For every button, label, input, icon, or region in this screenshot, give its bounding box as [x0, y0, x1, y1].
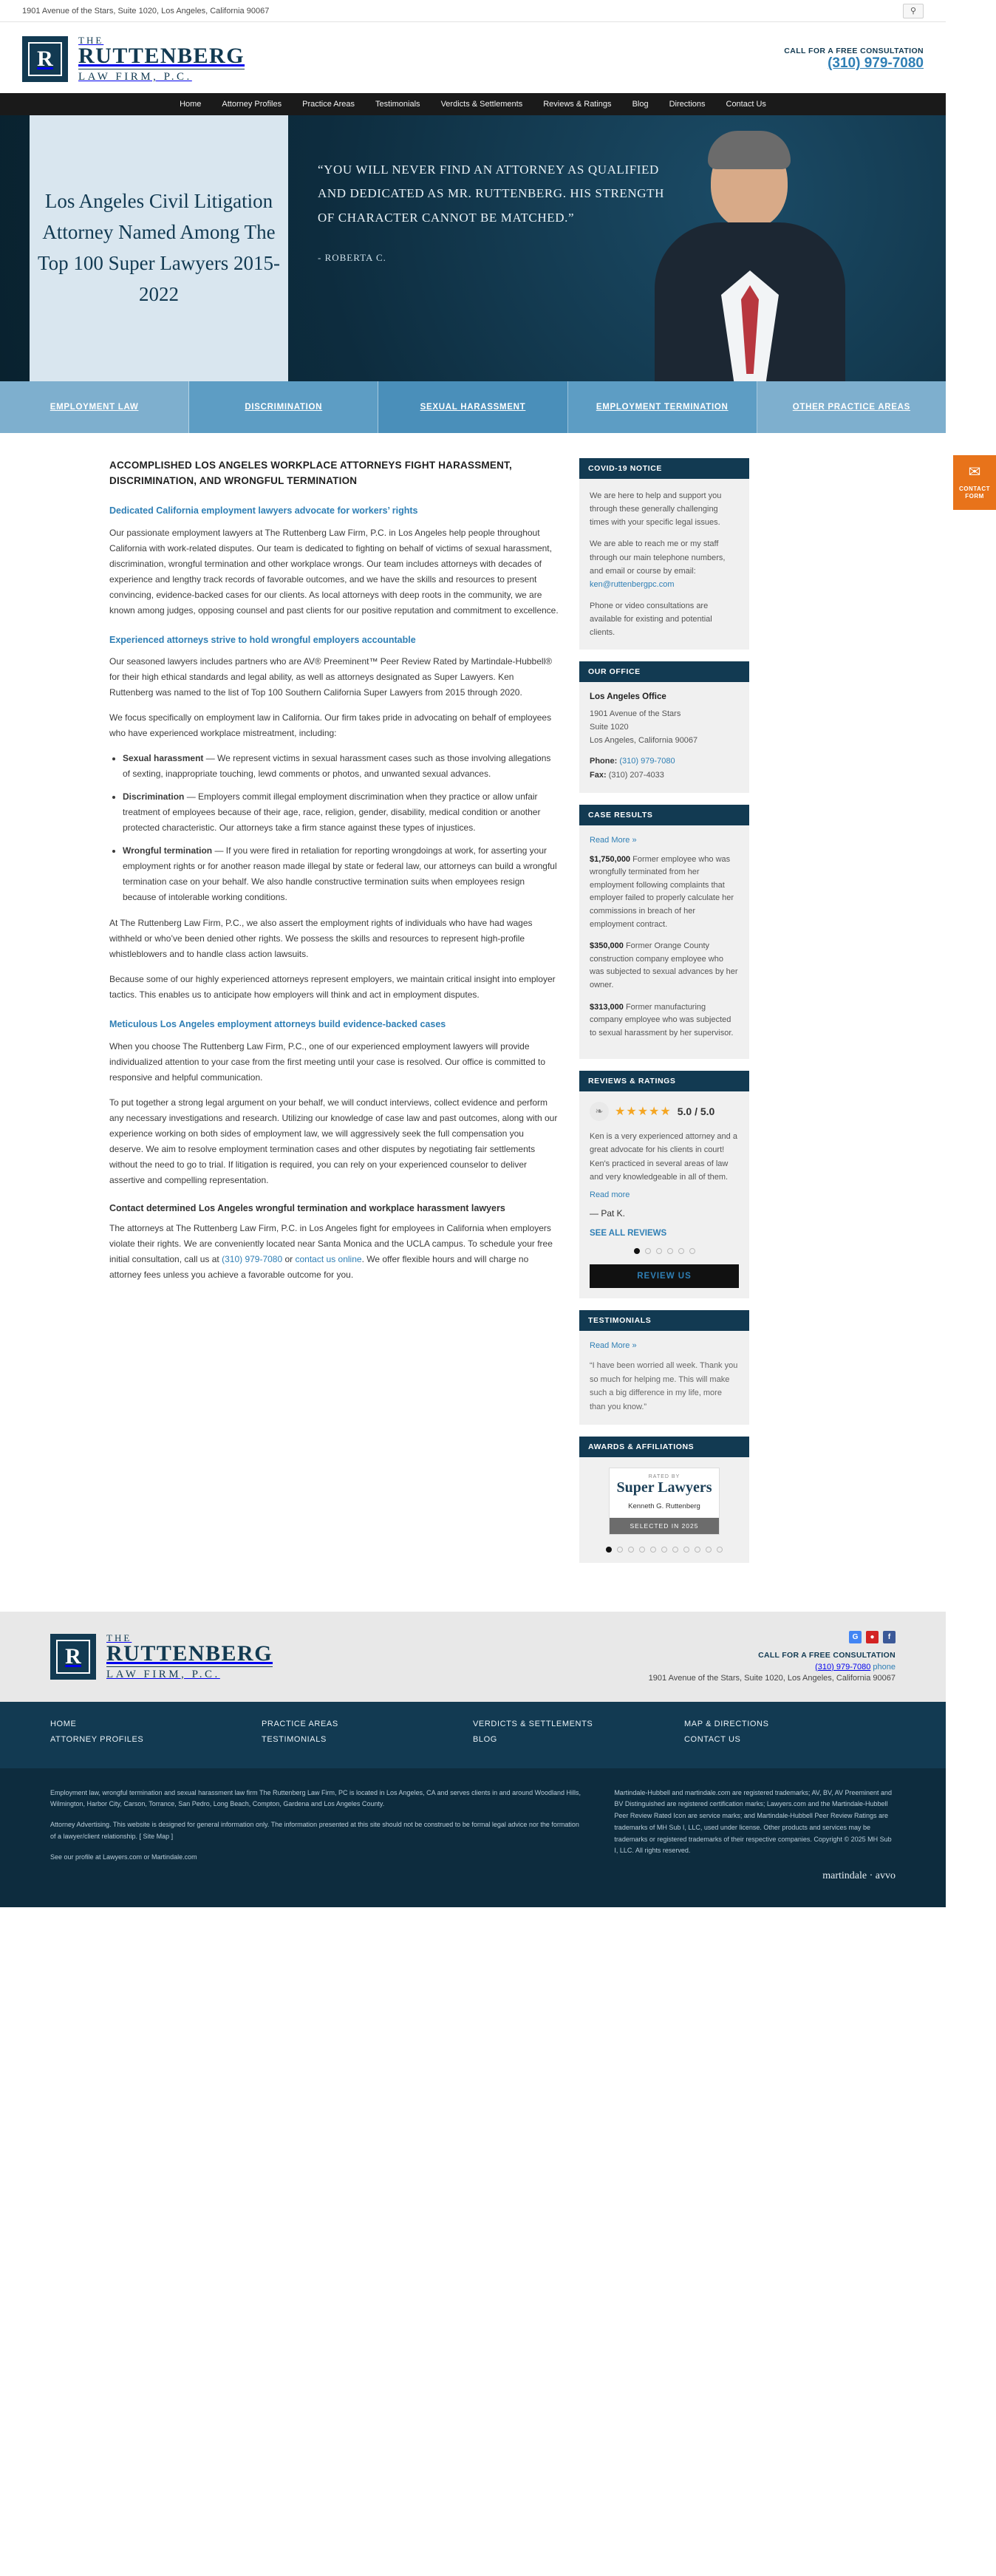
carousel-dot[interactable] [667, 1248, 673, 1254]
footer-link-home[interactable]: HOME [50, 1719, 77, 1728]
footer-link-blog[interactable]: BLOG [473, 1734, 497, 1744]
super-lawyers-badge[interactable] [609, 1468, 720, 1535]
footer-link-map-directions[interactable]: MAP & DIRECTIONS [684, 1719, 769, 1728]
legal-paragraph-3: See our profile at Lawyers.com or Martindale.com [50, 1853, 197, 1861]
main-column [109, 458, 559, 1575]
carousel-dot[interactable] [695, 1547, 700, 1553]
carousel-dot[interactable] [645, 1248, 651, 1254]
widget-title: AWARDS & AFFILIATIONS [579, 1437, 749, 1457]
header-contact [784, 47, 924, 72]
hero-quote-text: “YOU WILL NEVER FIND AN ATTORNEY AS QUALIFIED AND DEDICATED AS MR. RUTTENBERG. HIS STRENGTH OF CHARACTER CANNOT BE MATCHED.” [318, 163, 665, 225]
badge-selected-year: SELECTED IN 2025 [610, 1518, 719, 1534]
google-icon[interactable]: G [849, 1631, 862, 1643]
martindale-avvo-logo: martindale · avvo [822, 1870, 896, 1882]
legal-paragraph-1: Employment law, wrongful termination and sexual harassment law firm The Ruttenberg Law Firm, PC is located in Los Angeles, CA and serves clients in and around Woodland Hills, Wilmington, Harbor City, Carson, Torrance, San Pedro, Long Beach, Compton, Gardena and Los Angeles County. [50, 1788, 581, 1808]
hero-quote-attribution: - ROBERTA C. [318, 251, 386, 263]
bullet-text-2: — Employers commit illegal employment discrimination when they practice or allow unfair treatment of employees because of their age, race, religion, gender, disability, medical condition or another protected characteristic. Our attorneys take a firm stance against these types of injustices. [123, 791, 541, 834]
see-all-reviews-link[interactable]: SEE ALL REVIEWS [590, 1228, 667, 1238]
avvo-icon: ❧ [590, 1102, 609, 1121]
paragraph-8-part-c: . We offer flexible hours and will charge no attorney fees unless you achieve a favorable outcome for you. [109, 1254, 529, 1281]
footer-phone-suffix: phone [870, 1662, 896, 1672]
carousel-dot[interactable] [678, 1248, 684, 1254]
attorney-photo [643, 126, 857, 381]
logo-mark-icon [50, 1634, 96, 1680]
reviews-carousel-dots [590, 1248, 739, 1254]
case-amount-3: $313,000 [590, 1002, 624, 1012]
carousel-dot[interactable] [650, 1547, 656, 1553]
hero-banner [0, 115, 946, 381]
contact-form-tab-label: CONTACT FORM [958, 485, 990, 500]
logo-line-1: THE [78, 35, 104, 46]
case-result-item [590, 940, 739, 992]
widget-body [579, 1457, 749, 1563]
paragraph-6: When you choose The Ruttenberg Law Firm, P.C., one of our experienced employment lawyers will provide individualized attention to your case from the first meeting until your case is resolved. Our office is committed to responsive and helpful communication. [109, 1041, 546, 1083]
list-item [123, 789, 559, 836]
footer-address: 1901 Avenue of the Stars, Suite 1020, Los Angeles, California 90067 [648, 1673, 896, 1683]
carousel-dot[interactable] [672, 1547, 678, 1553]
footer-logo[interactable] [50, 1633, 649, 1680]
legal-paragraph-2: Attorney Advertising. This website is designed for general information only. The information presented at this site should not be construed to be formal legal advice nor the formation of a lawyer/client relationship. [ Site Map ] [50, 1821, 579, 1840]
paragraph-7: To put together a strong legal argument on your behalf, we will conduct interviews, collect evidence and perform any necessary investigations and research. Utilizing our knowledge of case law and past outcomes, along with our experience working on both sides of employment law, we will aggressively seek the full compensation you deserve. We aim to resolve employment termination cases and other disputes by negotiating fair settlements without the need to go to trial. If litigation is required, you can rely on your experienced counselor to deliver assertive and compelling representation. [109, 1097, 558, 1186]
footer-link-attorney-profiles[interactable]: ATTORNEY PROFILES [50, 1734, 144, 1744]
paragraph-4: At The Ruttenberg Law Firm, P.C., we also assert the employment rights of individuals who have had wages withheld or who’ve been denied other rights. We possess the skills and resources to represent high-profile whistleblowers and to handle class action lawsuits. [109, 918, 533, 960]
nav-item-testimonials[interactable]: Testimonials [375, 100, 420, 109]
practice-areas-bar [0, 381, 946, 433]
widget-title: OUR OFFICE [579, 661, 749, 682]
practice-area-sexual-harassment[interactable]: SEXUAL HARASSMENT [378, 381, 567, 433]
widget-title: TESTIMONIALS [579, 1310, 749, 1331]
footer-link-verdicts-settlements[interactable]: VERDICTS & SETTLEMENTS [473, 1719, 593, 1728]
photo-hair [708, 131, 791, 169]
nav-item-home[interactable]: Home [180, 100, 202, 109]
legal-left-column [50, 1788, 584, 1883]
widget-title: COVID-19 NOTICE [579, 458, 749, 479]
list-item [123, 751, 559, 782]
practice-area-other[interactable]: OTHER PRACTICE AREAS [757, 381, 946, 433]
footer-logo-line-2: RUTTENBERG [106, 1640, 273, 1666]
section-heading-1: Dedicated California employment lawyers advocate for workers’ rights [109, 505, 418, 516]
masthead [0, 22, 946, 93]
covid-p2 [590, 537, 739, 591]
paragraph-8-part-b: or [282, 1254, 296, 1265]
star-rating: ★★★★★ [615, 1105, 672, 1119]
footer-link-contact-us[interactable]: CONTACT US [684, 1734, 741, 1744]
footer-nav-column-2 [262, 1720, 473, 1751]
practice-area-employment-law[interactable]: EMPLOYMENT LAW [0, 381, 189, 433]
footer-phone-link[interactable]: (310) 979-7080 [815, 1662, 871, 1672]
bullet-term-3: Wrongful termination [123, 845, 213, 856]
nav-item-verdicts-settlements[interactable]: Verdicts & Settlements [440, 100, 523, 109]
carousel-dot[interactable] [683, 1547, 689, 1553]
case-text-1: Former employee who was wrongfully terminated from her employment following complaints that employer failed to properly calculate her commissions in breach of her employment contract. [590, 854, 734, 929]
logo-mark-letter: R [28, 42, 62, 76]
bullet-text-3: — If you were fired in retaliation for reporting wrongdoings at work, for asserting your employment rights or for another reason made illegal by state or federal law, our attorneys can build a wrongful termination case on your behalf. We also handle constructive termination suits when employees resign because of intolerable working conditions. [123, 845, 557, 903]
carousel-dot[interactable] [628, 1547, 634, 1553]
carousel-dot[interactable] [634, 1248, 640, 1254]
logo-wordmark [78, 35, 245, 83]
utility-bar [0, 0, 946, 22]
widget-body [579, 682, 749, 792]
widget-reviews-ratings [579, 1071, 749, 1298]
carousel-dot[interactable] [706, 1547, 712, 1553]
covid-email-link[interactable]: ken@ruttenbergpc.com [590, 579, 675, 589]
inline-phone-link[interactable]: (310) 979-7080 [222, 1254, 283, 1265]
footer-nav-column-3 [473, 1720, 684, 1751]
office-address-3: Los Angeles, California 90067 [590, 735, 698, 745]
footer-nav [0, 1702, 946, 1768]
paragraph-5: Because some of our highly experienced attorneys represent employers, we maintain critical insight into employer tactics. This enables us to anticipate how employers will think and act in employment disputes. [109, 974, 556, 1001]
bullet-term-2: Discrimination [123, 791, 185, 803]
legal-trademark-notice: Martindale-Hubbell and martindale.com are registered trademarks; AV, BV, AV Preeminent and BV Distinguished are registered certification marks; Lawyers.com and the Martindale-Hubbell Peer Review Rated Icon are service marks; and Martindale-Hubbell Peer Review Ratings are trademarks of MH Sub I, LLC, used under license. Other products and services may be trademarks or registered trademarks of their respective companies. Copyright © 2025 MH Sub I, LLC. All rights reserved. [614, 1788, 893, 1855]
testimonials-read-more[interactable]: Read More » [590, 1340, 637, 1350]
widget-our-office [579, 661, 749, 792]
hero-headline-panel [30, 115, 288, 381]
carousel-dot[interactable] [717, 1547, 723, 1553]
widget-testimonials [579, 1310, 749, 1425]
nav-item-practice-areas[interactable]: Practice Areas [302, 100, 355, 109]
widget-awards-affiliations [579, 1437, 749, 1563]
review-us-button[interactable]: REVIEW US [590, 1264, 739, 1288]
case-text-2: Former Orange County construction company employee who was subjected to sexual advances by her owner. [590, 941, 738, 989]
covid-p2-text: We are able to reach me or my staff through our main telephone numbers, and email or course by email: [590, 539, 726, 576]
widget-body [579, 479, 749, 650]
sidebar [579, 458, 749, 1575]
facebook-icon[interactable]: f [883, 1631, 896, 1643]
hero-quote-block [318, 158, 672, 268]
nav-item-directions[interactable]: Directions [669, 100, 706, 109]
site-logo[interactable] [22, 35, 784, 83]
search-icon[interactable]: ⚲ [903, 4, 924, 18]
practice-area-employment-termination[interactable]: EMPLOYMENT TERMINATION [568, 381, 757, 433]
top-address: 1901 Avenue of the Stars, Suite 1020, Los Angeles, California 90067 [22, 6, 270, 16]
footer-top [0, 1612, 946, 1702]
footer-contact [649, 1631, 896, 1683]
footer-nav-column-1 [50, 1720, 262, 1751]
case-amount-2: $350,000 [590, 941, 624, 951]
rating-score: 5.0 / 5.0 [677, 1105, 715, 1118]
paragraph-8-part-a: The attorneys at The Ruttenberg Law Firm, P.C. in Los Angeles fight for employees in California when employers violate their rights. We are conveniently located near Santa Monica and the UCLA campus. To schedule your free initial consultation, call us at [109, 1223, 553, 1265]
office-address-2: Suite 1020 [590, 723, 629, 732]
covid-p1: We are here to help and support you through these generally challenging times with your specific legal issues. [590, 491, 722, 528]
footer-call-label: CALL FOR A FREE CONSULTATION [758, 1650, 896, 1660]
content-area [0, 433, 990, 1612]
office-fax-label: Fax: [590, 770, 607, 780]
header-phone-link[interactable]: (310) 979-7080 [828, 55, 924, 71]
footer-phone-row [649, 1663, 896, 1672]
carousel-dot[interactable] [689, 1248, 695, 1254]
bullet-term-1: Sexual harassment [123, 753, 204, 764]
footer-logo-line-1: THE [106, 1632, 132, 1643]
social-links [649, 1631, 896, 1643]
widget-covid-notice [579, 458, 749, 650]
case-text-3: Former manufacturing company employee who was subjected to sexual harassment by her supervisor. [590, 1002, 734, 1037]
case-amount-1: $1,750,000 [590, 854, 631, 864]
nav-item-blog[interactable]: Blog [632, 100, 649, 109]
review-author: — Pat K. [590, 1207, 626, 1219]
office-fax-value: (310) 207-4033 [608, 770, 664, 780]
widget-title: CASE RESULTS [579, 805, 749, 825]
nav-item-reviews-ratings[interactable]: Reviews & Ratings [543, 100, 612, 109]
list-item [123, 843, 559, 905]
office-phone-label: Phone: [590, 757, 618, 766]
practice-area-discrimination[interactable]: DISCRIMINATION [189, 381, 378, 433]
rating-row [590, 1102, 739, 1121]
footer-legal [0, 1768, 946, 1908]
carousel-dot[interactable] [639, 1547, 645, 1553]
review-text: Ken is a very experienced attorney and a great advocate for his clients in court! Ken's practiced in several areas of law and very knowledgeable in all of them. [590, 1132, 737, 1182]
paragraph-1: Our passionate employment lawyers at The Ruttenberg Law Firm, P.C. in Los Angeles help people throughout California with work-related disputes. Our team is dedicated to fighting on behalf of victims of sexual harassment, discrimination, wrongful termination and other workplace wrongs. Our team includes attorneys with decades of experience and lengthy track records of favorable outcomes, and we have the skills and resources to present convincing, evidence-backed cases for our clients. As local attorneys with deep roots in the community, we are known among judges, opposing counsel and past clients for our positive reputation and commitment to excellence. [109, 527, 559, 616]
office-phone-link[interactable]: (310) 979-7080 [619, 757, 675, 766]
testimonial-quote: “I have been worried all week. Thank you so much for helping me. This will make such a big difference in my life, more than you know.” [590, 1360, 738, 1411]
envelope-icon: ✉ [968, 464, 981, 480]
footer-link-testimonials[interactable]: TESTIMONIALS [262, 1734, 327, 1744]
badge-attorney-name: Kenneth G. Ruttenberg [628, 1502, 700, 1510]
widget-body [579, 1331, 749, 1425]
logo-line-3: LAW FIRM, P.C. [78, 69, 245, 83]
logo-mark-icon [22, 36, 68, 82]
badge-title: Super Lawyers [616, 1479, 712, 1496]
carousel-dot[interactable] [617, 1547, 623, 1553]
footer-logo-line-3: LAW FIRM, P.C. [106, 1666, 273, 1680]
office-contact [590, 754, 739, 782]
nav-item-contact-us[interactable]: Contact Us [726, 100, 766, 109]
review-read-more[interactable]: Read more [590, 1190, 630, 1199]
case-result-item [590, 853, 739, 932]
contact-us-online-link[interactable]: contact us online [295, 1254, 362, 1265]
case-results-read-more[interactable]: Read More » [590, 835, 637, 845]
carousel-dot[interactable] [656, 1248, 662, 1254]
footer-link-practice-areas[interactable]: PRACTICE AREAS [262, 1719, 338, 1728]
paragraph-3: We focus specifically on employment law in California. Our firm takes pride in advocating on behalf of employees who have experienced workplace mistreatment, including: [109, 712, 552, 739]
covid-p3: Phone or video consultations are available for existing and potential clients. [590, 601, 712, 638]
practice-bullet-list [109, 751, 559, 905]
nav-item-attorney-profiles[interactable]: Attorney Profiles [222, 100, 282, 109]
carousel-dot[interactable] [606, 1547, 612, 1553]
logo-mark-letter: R [56, 1640, 90, 1674]
page-title: ACCOMPLISHED LOS ANGELES WORKPLACE ATTORNEYS FIGHT HARASSMENT, DISCRIMINATION, AND WRONGFUL TERMINATION [109, 460, 512, 486]
office-name: Los Angeles Office [590, 692, 666, 702]
widget-case-results [579, 805, 749, 1060]
widget-body [579, 825, 749, 1060]
header-call-label: CALL FOR A FREE CONSULTATION [784, 47, 924, 55]
footer-nav-column-4 [684, 1720, 896, 1751]
section-heading-3: Meticulous Los Angeles employment attorneys build evidence-backed cases [109, 1019, 446, 1030]
yelp-icon[interactable]: ● [866, 1631, 879, 1643]
section-heading-2: Experienced attorneys strive to hold wrongful employers accountable [109, 634, 416, 645]
hero-headline: Los Angeles Civil Litigation Attorney Named Among The Top 100 Super Lawyers 2015-2022 [37, 190, 281, 305]
widget-title: REVIEWS & RATINGS [579, 1071, 749, 1091]
case-result-item [590, 1001, 739, 1040]
main-nav [0, 93, 946, 115]
paragraph-8 [109, 1221, 559, 1283]
paragraph-2: Our seasoned lawyers includes partners who are AV® Preeminent™ Peer Review Rated by Martindale-Hubbell® for their high ethical standards and legal ability, as well as attorneys designated as Super Lawyers. Ken Ruttenberg was named to the list of Top 100 Southern California Super Lawyers from 2015 through 2020. [109, 656, 553, 698]
logo-line-2: RUTTENBERG [78, 44, 245, 68]
section-heading-4: Contact determined Los Angeles wrongful termination and workplace harassment lawyers [109, 1203, 505, 1214]
office-address-1: 1901 Avenue of the Stars [590, 709, 681, 719]
footer-logo-wordmark [106, 1633, 273, 1680]
carousel-dot[interactable] [661, 1547, 667, 1553]
legal-right-column [614, 1788, 896, 1883]
contact-form-tab[interactable] [953, 455, 996, 510]
badge-rated-by: RATED BY [648, 1473, 681, 1479]
widget-body [579, 1091, 749, 1298]
bullet-text-1: — We represent victims in sexual harassment cases such as those involving allegations of sexting, inappropriate touching, lewd comments or photos, and unwanted sexual advances. [123, 753, 551, 780]
awards-carousel-dots [590, 1547, 739, 1553]
